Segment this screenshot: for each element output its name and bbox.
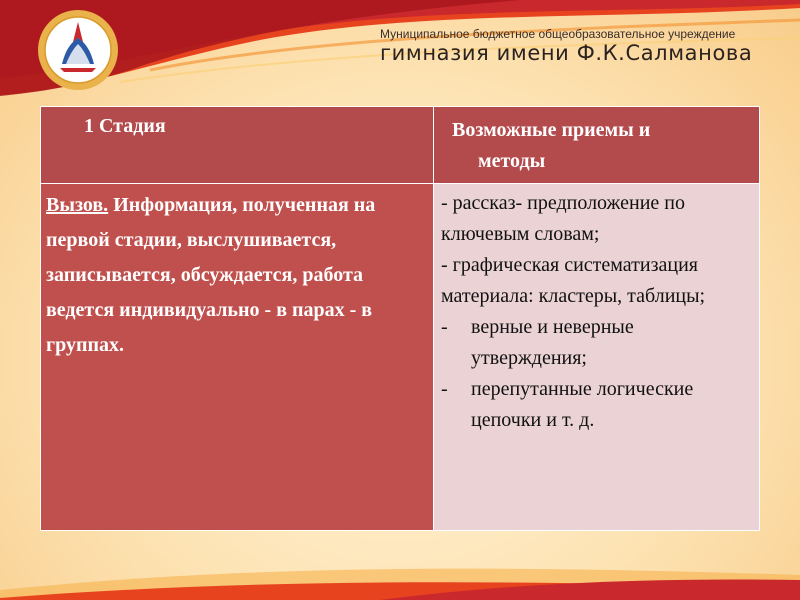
method-item: - графическая систематизация материала: кластеры, таблицы;	[441, 254, 706, 307]
method-item-text: верные и неверные утверждения;	[471, 316, 634, 369]
methods-header-line2: методы	[478, 150, 546, 172]
methods-cell	[434, 184, 760, 531]
institution-line: Муниципальное бюджетное общеобразовательное учреждение	[380, 27, 736, 41]
method-item	[441, 312, 753, 374]
stage-cell	[41, 184, 434, 531]
dash-marker: -	[441, 316, 448, 338]
method-item: - рассказ- предположение по ключевым словам;	[441, 192, 685, 245]
methods-header-line1: Возможные приемы и	[452, 119, 651, 141]
column-header-stage: 1 Стадия	[41, 107, 434, 184]
table-header-row	[41, 107, 760, 184]
stage-text: Информация, полученная на первой стадии, выслушивается, записывается, обсуждается, работа ведется индивидуально - в парах - в группах.	[46, 194, 376, 356]
method-item-text: перепутанные логические цепочки и т. д.	[471, 378, 694, 431]
stage-lead: Вызов.	[46, 194, 109, 216]
method-item	[441, 374, 753, 436]
column-header-methods	[434, 107, 760, 184]
footer-wave-decoration	[0, 520, 800, 600]
table-row	[41, 184, 760, 531]
methods-table	[40, 106, 760, 531]
dash-marker: -	[441, 378, 448, 400]
school-name: гимназия имени Ф.К.Салманова	[380, 41, 753, 65]
school-emblem-icon	[36, 8, 120, 92]
